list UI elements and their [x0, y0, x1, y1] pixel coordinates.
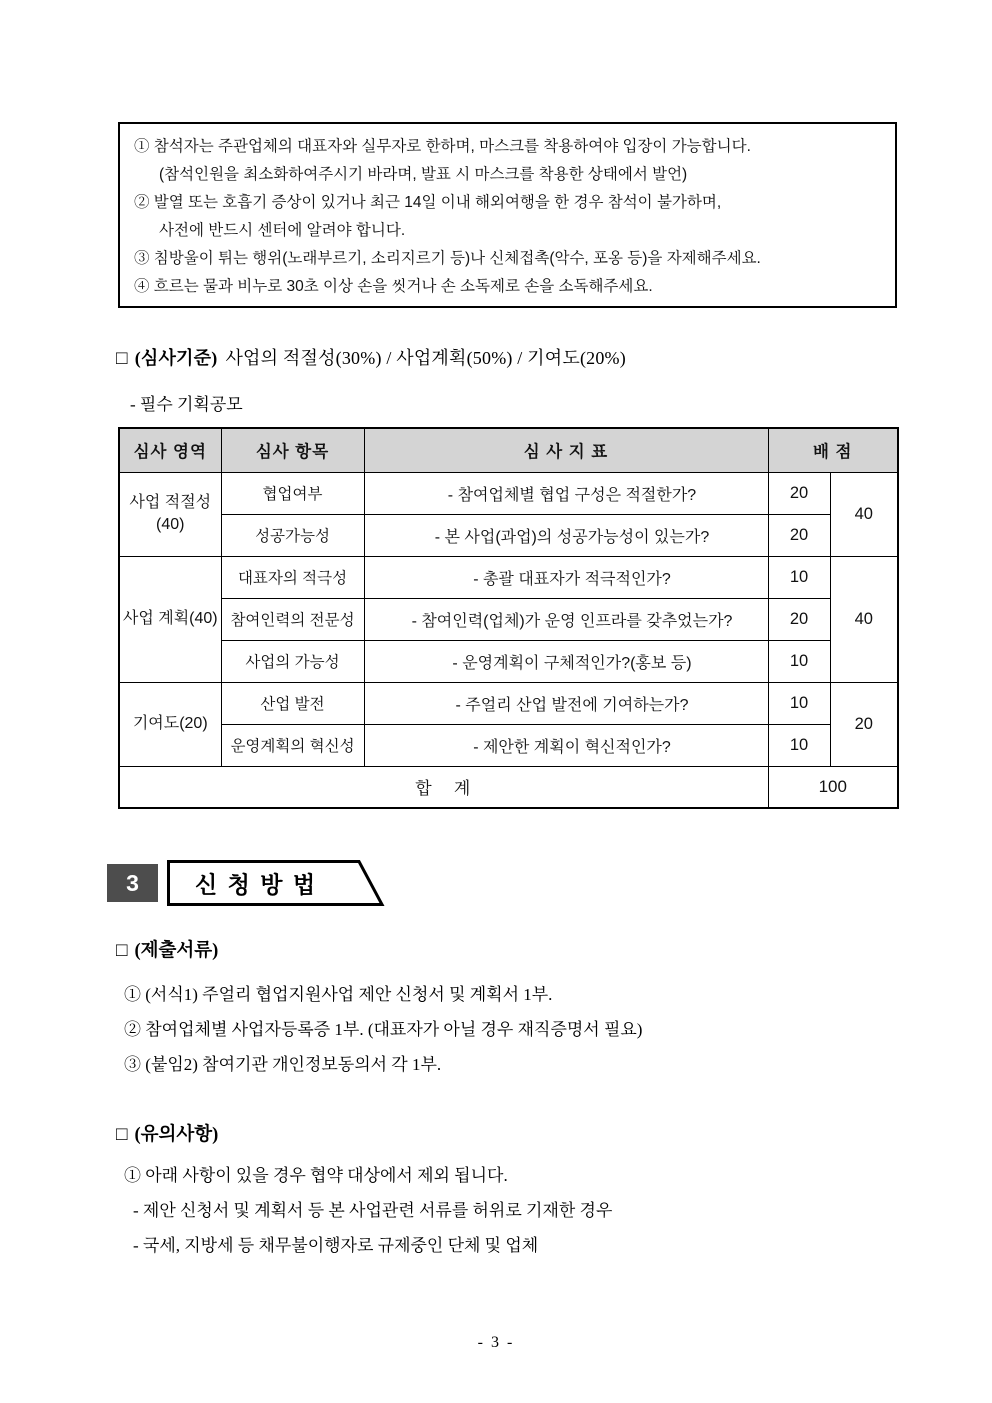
area-cell: 기여도(20)	[119, 682, 221, 766]
indicator-cell: - 주얼리 산업 발전에 기여하는가?	[364, 682, 768, 724]
table-row	[119, 514, 898, 556]
documents-heading-label: (제출서류)	[134, 941, 219, 961]
notes-heading-label: (유의사항)	[134, 1125, 219, 1145]
list-item: - 국세, 지방세 등 채무불이행자로 규제중인 단체 및 업체	[133, 1236, 539, 1255]
indicator-cell: - 운영계획이 구체적인가?(홍보 등)	[364, 640, 768, 682]
notice-line: (참석인원을 최소화하여주시기 바라며, 발표 시 마스크를 착용한 상태에서 발언)	[159, 166, 688, 183]
notes-list	[124, 1158, 612, 1263]
score-cell: 20	[768, 514, 830, 556]
score-cell: 20	[768, 598, 830, 640]
notice-line: ② 발열 또는 호흡기 증상이 있거나 최근 14일 이내 해외여행을 한 경우 참석이 불가하며,	[134, 194, 722, 211]
notice-line: ③ 침방울이 튀는 행위(노래부르기, 소리지르기 등)나 신체접촉(악수, 포옹 등)을 자제해주세요.	[134, 250, 761, 267]
criteria-table	[118, 427, 899, 809]
score-cell: 10	[768, 682, 830, 724]
indicator-cell: - 본 사업(과업)의 성공가능성이 있는가?	[364, 514, 768, 556]
area-cell: 사업 계획(40)	[119, 556, 221, 682]
item-cell: 참여인력의 전문성	[221, 598, 364, 640]
col-header-indicator: 심 사 지 표	[364, 428, 768, 472]
subtotal-cell: 20	[830, 682, 898, 766]
indicator-cell: - 참여업체별 협업 구성은 적절한가?	[364, 472, 768, 514]
total-value-cell: 100	[768, 766, 898, 808]
criteria-heading-label: (심사기준)	[134, 348, 218, 368]
list-item: - 제안 신청서 및 계획서 등 본 사업관련 서류를 허위로 기재한 경우	[133, 1201, 613, 1220]
notice-line: 사전에 반드시 센터에 알려야 합니다.	[159, 222, 406, 239]
col-header-score: 배 점	[768, 428, 898, 472]
subtotal-cell: 40	[830, 556, 898, 682]
col-header-item: 심사 항목	[221, 428, 364, 472]
list-item: ② 참여업체별 사업자등록증 1부. (대표자가 아닐 경우 재직증명서 필요)	[124, 1020, 643, 1039]
total-label-cell: 합 계	[119, 766, 768, 808]
list-item: ① (서식1) 주얼리 협업지원사업 제안 신청서 및 계획서 1부.	[124, 985, 553, 1004]
table-header-row	[119, 428, 898, 472]
table-row	[119, 682, 898, 724]
notes-heading	[116, 1120, 218, 1146]
list-item: ① 아래 사항이 있을 경우 협약 대상에서 제외 됩니다.	[124, 1166, 508, 1185]
score-cell: 10	[768, 724, 830, 766]
item-cell: 운영계획의 혁신성	[221, 724, 364, 766]
table-row	[119, 556, 898, 598]
section-header	[107, 860, 385, 906]
item-cell: 산업 발전	[221, 682, 364, 724]
section-number-badge: 3	[107, 864, 158, 902]
subtotal-cell: 40	[830, 472, 898, 556]
criteria-heading	[116, 344, 626, 370]
indicator-cell: - 제안한 계획이 혁신적인가?	[364, 724, 768, 766]
item-cell: 협업여부	[221, 472, 364, 514]
table-row	[119, 724, 898, 766]
square-bullet-icon: □	[116, 1124, 128, 1145]
square-bullet-icon: □	[116, 348, 128, 369]
criteria-subnote: - 필수 기획공모	[130, 395, 243, 414]
indicator-cell: - 총괄 대표자가 적극적인가?	[364, 556, 768, 598]
score-cell: 10	[768, 640, 830, 682]
section-title: 신 청 방 법	[195, 871, 318, 898]
notice-line: ④ 흐르는 물과 비누로 30초 이상 손을 씻거나 손 소독제로 손을 소독해주세요.	[134, 278, 653, 295]
table-row	[119, 598, 898, 640]
documents-heading	[116, 936, 218, 962]
list-item: ③ (붙임2) 참여기관 개인정보동의서 각 1부.	[124, 1055, 442, 1074]
col-header-area: 심사 영역	[119, 428, 221, 472]
section-title-box	[167, 860, 385, 906]
table-row	[119, 472, 898, 514]
score-cell: 20	[768, 472, 830, 514]
score-cell: 10	[768, 556, 830, 598]
area-cell: 사업 적절성(40)	[119, 472, 221, 556]
indicator-cell: - 참여인력(업체)가 운영 인프라를 갖추었는가?	[364, 598, 768, 640]
item-cell: 사업의 가능성	[221, 640, 364, 682]
notice-box	[118, 122, 897, 308]
notice-line: ① 참석자는 주관업체의 대표자와 실무자로 한하며, 마스크를 착용하여야 입장이 가능합니다.	[134, 138, 751, 155]
criteria-heading-detail: 사업의 적절성(30%) / 사업계획(50%) / 기여도(20%)	[225, 348, 626, 368]
table-total-row	[119, 766, 898, 808]
item-cell: 대표자의 적극성	[221, 556, 364, 598]
documents-list	[124, 977, 642, 1082]
page-number: - 3 -	[477, 1334, 515, 1351]
table-row	[119, 640, 898, 682]
item-cell: 성공가능성	[221, 514, 364, 556]
square-bullet-icon: □	[116, 940, 128, 961]
